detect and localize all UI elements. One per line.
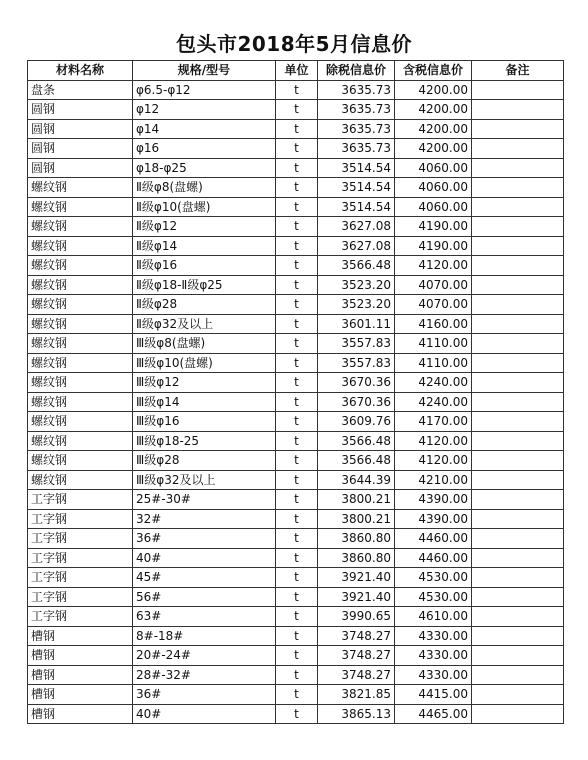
cell-note <box>472 646 564 666</box>
cell-spec: Ⅱ级φ8(盘螺) <box>133 178 276 198</box>
cell-unit: t <box>276 529 318 549</box>
cell-price-inc-tax: 4530.00 <box>395 568 472 588</box>
cell-unit: t <box>276 119 318 139</box>
cell-unit: t <box>276 217 318 237</box>
cell-price-ex-tax: 3635.73 <box>318 119 395 139</box>
cell-unit: t <box>276 256 318 276</box>
cell-spec: Ⅱ级φ14 <box>133 236 276 256</box>
cell-price-ex-tax: 3523.20 <box>318 275 395 295</box>
cell-material-name: 圆钢 <box>28 158 133 178</box>
cell-note <box>472 509 564 529</box>
cell-unit: t <box>276 431 318 451</box>
cell-unit: t <box>276 295 318 315</box>
table-row <box>28 607 564 627</box>
cell-unit: t <box>276 685 318 705</box>
table-row <box>28 314 564 334</box>
cell-material-name: 螺纹钢 <box>28 236 133 256</box>
cell-price-inc-tax: 4070.00 <box>395 295 472 315</box>
cell-note <box>472 685 564 705</box>
table-row <box>28 568 564 588</box>
cell-note <box>472 704 564 724</box>
cell-spec: Ⅲ级φ12 <box>133 373 276 393</box>
cell-unit: t <box>276 490 318 510</box>
table-row <box>28 373 564 393</box>
cell-unit: t <box>276 568 318 588</box>
cell-spec: Ⅲ级φ18-25 <box>133 431 276 451</box>
cell-unit: t <box>276 704 318 724</box>
cell-material-name: 螺纹钢 <box>28 197 133 217</box>
cell-note <box>472 373 564 393</box>
cell-note <box>472 665 564 685</box>
table-row <box>28 80 564 100</box>
cell-spec: 63# <box>133 607 276 627</box>
cell-material-name: 工字钢 <box>28 490 133 510</box>
cell-spec: 45# <box>133 568 276 588</box>
table-row <box>28 392 564 412</box>
cell-price-ex-tax: 3990.65 <box>318 607 395 627</box>
cell-price-inc-tax: 4530.00 <box>395 587 472 607</box>
cell-material-name: 盘条 <box>28 80 133 100</box>
table-row <box>28 626 564 646</box>
cell-note <box>472 139 564 159</box>
table-row <box>28 178 564 198</box>
cell-note <box>472 451 564 471</box>
cell-price-inc-tax: 4160.00 <box>395 314 472 334</box>
cell-unit: t <box>276 587 318 607</box>
cell-material-name: 槽钢 <box>28 665 133 685</box>
cell-note <box>472 100 564 120</box>
table-header-row <box>28 61 564 81</box>
cell-price-inc-tax: 4210.00 <box>395 470 472 490</box>
cell-price-ex-tax: 3566.48 <box>318 256 395 276</box>
cell-price-inc-tax: 4170.00 <box>395 412 472 432</box>
cell-material-name: 螺纹钢 <box>28 470 133 490</box>
cell-price-ex-tax: 3748.27 <box>318 665 395 685</box>
cell-price-ex-tax: 3821.85 <box>318 685 395 705</box>
table-row <box>28 217 564 237</box>
cell-price-inc-tax: 4120.00 <box>395 431 472 451</box>
cell-material-name: 圆钢 <box>28 139 133 159</box>
table-row <box>28 275 564 295</box>
cell-spec: Ⅲ级φ28 <box>133 451 276 471</box>
cell-price-inc-tax: 4200.00 <box>395 119 472 139</box>
cell-spec: 40# <box>133 704 276 724</box>
cell-note <box>472 431 564 451</box>
cell-material-name: 螺纹钢 <box>28 412 133 432</box>
header-unit: 单位 <box>276 61 318 81</box>
cell-unit: t <box>276 275 318 295</box>
cell-note <box>472 80 564 100</box>
cell-price-ex-tax: 3748.27 <box>318 626 395 646</box>
cell-note <box>472 392 564 412</box>
cell-note <box>472 295 564 315</box>
cell-price-inc-tax: 4465.00 <box>395 704 472 724</box>
cell-material-name: 工字钢 <box>28 568 133 588</box>
cell-price-inc-tax: 4060.00 <box>395 158 472 178</box>
cell-material-name: 工字钢 <box>28 548 133 568</box>
cell-spec: 8#-18# <box>133 626 276 646</box>
cell-unit: t <box>276 665 318 685</box>
cell-material-name: 螺纹钢 <box>28 451 133 471</box>
cell-price-inc-tax: 4190.00 <box>395 236 472 256</box>
cell-material-name: 螺纹钢 <box>28 217 133 237</box>
cell-note <box>472 568 564 588</box>
cell-note <box>472 412 564 432</box>
cell-price-inc-tax: 4200.00 <box>395 139 472 159</box>
header-material-name: 材料名称 <box>28 61 133 81</box>
cell-spec: Ⅲ级φ32及以上 <box>133 470 276 490</box>
table-row <box>28 646 564 666</box>
cell-note <box>472 334 564 354</box>
cell-note <box>472 158 564 178</box>
table-row <box>28 197 564 217</box>
cell-note <box>472 470 564 490</box>
cell-material-name: 螺纹钢 <box>28 275 133 295</box>
cell-unit: t <box>276 509 318 529</box>
cell-unit: t <box>276 470 318 490</box>
cell-price-ex-tax: 3566.48 <box>318 431 395 451</box>
cell-unit: t <box>276 412 318 432</box>
cell-spec: φ18-φ25 <box>133 158 276 178</box>
cell-spec: 36# <box>133 685 276 705</box>
cell-material-name: 螺纹钢 <box>28 373 133 393</box>
cell-price-ex-tax: 3748.27 <box>318 646 395 666</box>
table-row <box>28 139 564 159</box>
cell-note <box>472 217 564 237</box>
cell-price-ex-tax: 3800.21 <box>318 509 395 529</box>
cell-spec: φ12 <box>133 100 276 120</box>
cell-price-ex-tax: 3921.40 <box>318 587 395 607</box>
cell-unit: t <box>276 334 318 354</box>
table-row <box>28 529 564 549</box>
cell-material-name: 工字钢 <box>28 587 133 607</box>
cell-unit: t <box>276 607 318 627</box>
cell-unit: t <box>276 100 318 120</box>
cell-unit: t <box>276 158 318 178</box>
cell-price-inc-tax: 4120.00 <box>395 256 472 276</box>
cell-price-ex-tax: 3514.54 <box>318 158 395 178</box>
cell-unit: t <box>276 626 318 646</box>
cell-material-name: 槽钢 <box>28 685 133 705</box>
cell-price-ex-tax: 3635.73 <box>318 100 395 120</box>
page-title: 包头市2018年5月信息价 <box>175 32 413 56</box>
cell-price-inc-tax: 4110.00 <box>395 353 472 373</box>
cell-price-ex-tax: 3635.73 <box>318 139 395 159</box>
cell-material-name: 槽钢 <box>28 646 133 666</box>
cell-spec: Ⅱ级φ18-Ⅱ级φ25 <box>133 275 276 295</box>
table-row <box>28 256 564 276</box>
cell-price-inc-tax: 4390.00 <box>395 509 472 529</box>
cell-price-ex-tax: 3635.73 <box>318 80 395 100</box>
cell-spec: φ6.5-φ12 <box>133 80 276 100</box>
cell-note <box>472 275 564 295</box>
cell-note <box>472 490 564 510</box>
table-row <box>28 158 564 178</box>
cell-price-inc-tax: 4200.00 <box>395 80 472 100</box>
table-row <box>28 236 564 256</box>
cell-material-name: 螺纹钢 <box>28 256 133 276</box>
table-row <box>28 119 564 139</box>
cell-price-ex-tax: 3644.39 <box>318 470 395 490</box>
cell-note <box>472 119 564 139</box>
table-row <box>28 295 564 315</box>
cell-spec: Ⅲ级φ14 <box>133 392 276 412</box>
cell-price-inc-tax: 4330.00 <box>395 665 472 685</box>
cell-price-ex-tax: 3627.08 <box>318 236 395 256</box>
cell-note <box>472 607 564 627</box>
cell-material-name: 槽钢 <box>28 626 133 646</box>
cell-unit: t <box>276 197 318 217</box>
cell-price-inc-tax: 4200.00 <box>395 100 472 120</box>
table-row <box>28 509 564 529</box>
cell-material-name: 圆钢 <box>28 100 133 120</box>
cell-price-inc-tax: 4330.00 <box>395 646 472 666</box>
cell-price-inc-tax: 4110.00 <box>395 334 472 354</box>
cell-material-name: 螺纹钢 <box>28 353 133 373</box>
cell-unit: t <box>276 392 318 412</box>
cell-unit: t <box>276 139 318 159</box>
cell-material-name: 工字钢 <box>28 509 133 529</box>
cell-spec: Ⅱ级φ28 <box>133 295 276 315</box>
cell-spec: φ16 <box>133 139 276 159</box>
cell-spec: 28#-32# <box>133 665 276 685</box>
cell-material-name: 螺纹钢 <box>28 431 133 451</box>
header-note: 备注 <box>472 61 564 81</box>
cell-price-ex-tax: 3609.76 <box>318 412 395 432</box>
cell-price-inc-tax: 4060.00 <box>395 197 472 217</box>
cell-price-ex-tax: 3514.54 <box>318 178 395 198</box>
cell-unit: t <box>276 548 318 568</box>
cell-unit: t <box>276 178 318 198</box>
cell-price-inc-tax: 4610.00 <box>395 607 472 627</box>
cell-spec: 20#-24# <box>133 646 276 666</box>
cell-spec: 36# <box>133 529 276 549</box>
cell-price-inc-tax: 4240.00 <box>395 392 472 412</box>
cell-price-ex-tax: 3627.08 <box>318 217 395 237</box>
cell-spec: 56# <box>133 587 276 607</box>
cell-material-name: 螺纹钢 <box>28 314 133 334</box>
cell-spec: 25#-30# <box>133 490 276 510</box>
cell-price-ex-tax: 3670.36 <box>318 392 395 412</box>
cell-spec: Ⅲ级φ8(盘螺) <box>133 334 276 354</box>
cell-price-ex-tax: 3566.48 <box>318 451 395 471</box>
cell-note <box>472 529 564 549</box>
table-row <box>28 685 564 705</box>
cell-note <box>472 353 564 373</box>
cell-price-ex-tax: 3860.80 <box>318 548 395 568</box>
cell-unit: t <box>276 314 318 334</box>
table-row <box>28 412 564 432</box>
cell-spec: Ⅲ级φ10(盘螺) <box>133 353 276 373</box>
cell-unit: t <box>276 646 318 666</box>
cell-price-inc-tax: 4460.00 <box>395 529 472 549</box>
cell-price-ex-tax: 3860.80 <box>318 529 395 549</box>
cell-price-inc-tax: 4190.00 <box>395 217 472 237</box>
table-row <box>28 451 564 471</box>
cell-note <box>472 256 564 276</box>
cell-price-ex-tax: 3557.83 <box>318 334 395 354</box>
cell-unit: t <box>276 236 318 256</box>
table-row <box>28 704 564 724</box>
cell-unit: t <box>276 353 318 373</box>
table-row <box>28 490 564 510</box>
cell-price-inc-tax: 4120.00 <box>395 451 472 471</box>
cell-price-ex-tax: 3557.83 <box>318 353 395 373</box>
cell-spec: Ⅲ级φ16 <box>133 412 276 432</box>
cell-unit: t <box>276 451 318 471</box>
cell-note <box>472 548 564 568</box>
cell-price-inc-tax: 4330.00 <box>395 626 472 646</box>
header-price-inc-tax: 含税信息价 <box>395 61 472 81</box>
table-row <box>28 665 564 685</box>
cell-price-ex-tax: 3865.13 <box>318 704 395 724</box>
cell-price-inc-tax: 4415.00 <box>395 685 472 705</box>
cell-price-ex-tax: 3514.54 <box>318 197 395 217</box>
price-table-body <box>28 80 564 724</box>
cell-spec: Ⅱ级φ12 <box>133 217 276 237</box>
cell-price-ex-tax: 3670.36 <box>318 373 395 393</box>
cell-note <box>472 236 564 256</box>
cell-material-name: 圆钢 <box>28 119 133 139</box>
cell-spec: Ⅱ级φ10(盘螺) <box>133 197 276 217</box>
table-row <box>28 548 564 568</box>
cell-material-name: 螺纹钢 <box>28 392 133 412</box>
cell-note <box>472 178 564 198</box>
cell-unit: t <box>276 373 318 393</box>
cell-material-name: 工字钢 <box>28 607 133 627</box>
cell-price-ex-tax: 3921.40 <box>318 568 395 588</box>
cell-price-ex-tax: 3523.20 <box>318 295 395 315</box>
table-row <box>28 334 564 354</box>
cell-unit: t <box>276 80 318 100</box>
table-row <box>28 431 564 451</box>
table-row <box>28 587 564 607</box>
cell-note <box>472 314 564 334</box>
cell-price-ex-tax: 3601.11 <box>318 314 395 334</box>
cell-material-name: 螺纹钢 <box>28 295 133 315</box>
cell-price-ex-tax: 3800.21 <box>318 490 395 510</box>
cell-note <box>472 626 564 646</box>
cell-spec: 40# <box>133 548 276 568</box>
cell-price-inc-tax: 4390.00 <box>395 490 472 510</box>
cell-material-name: 螺纹钢 <box>28 334 133 354</box>
cell-price-inc-tax: 4070.00 <box>395 275 472 295</box>
header-spec: 规格/型号 <box>133 61 276 81</box>
cell-note <box>472 197 564 217</box>
cell-spec: φ14 <box>133 119 276 139</box>
header-price-ex-tax: 除税信息价 <box>318 61 395 81</box>
cell-material-name: 螺纹钢 <box>28 178 133 198</box>
price-table <box>27 60 564 724</box>
table-row <box>28 470 564 490</box>
cell-spec: Ⅱ级φ32及以上 <box>133 314 276 334</box>
cell-material-name: 槽钢 <box>28 704 133 724</box>
cell-price-inc-tax: 4460.00 <box>395 548 472 568</box>
cell-note <box>472 587 564 607</box>
table-row <box>28 353 564 373</box>
cell-price-inc-tax: 4240.00 <box>395 373 472 393</box>
cell-spec: 32# <box>133 509 276 529</box>
cell-spec: Ⅱ级φ16 <box>133 256 276 276</box>
cell-price-inc-tax: 4060.00 <box>395 178 472 198</box>
cell-material-name: 工字钢 <box>28 529 133 549</box>
table-row <box>28 100 564 120</box>
